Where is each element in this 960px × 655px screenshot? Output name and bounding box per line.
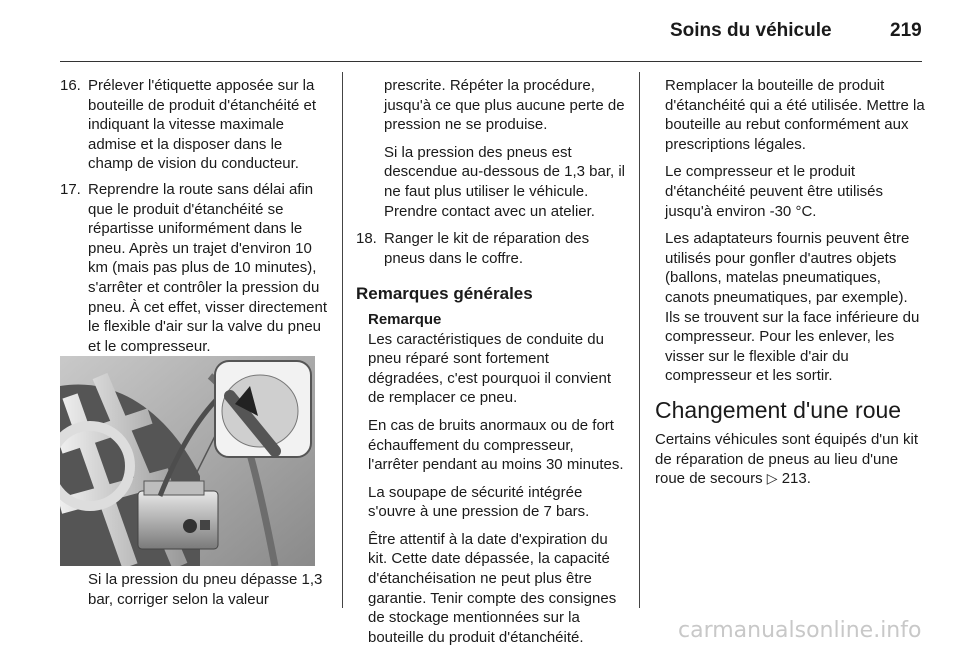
- paragraph: Remplacer la bouteille de produit d'étanchéité qui a été utilisée. Mettre la bouteille au rebut conformément aux prescriptions légales.: [665, 77, 925, 153]
- remark-paragraph: Les caractéristiques de conduite du pneu réparé sont fortement dégradées, c'est pourquoi il convient de remplacer ce pneu.: [368, 330, 612, 407]
- header-divider: [60, 61, 922, 62]
- list-text: Reprendre la route sans délai afin que le produit d'étanchéité se répartisse uniformément dans le pneu. Après un trajet d'environ 10 km (mais pas plus de 10 minutes), s'arrêter et contrôler la pression du pneu. À cet effet, visser directement le flexible d'air sur la valve du pneu et le compresseur.: [88, 180, 328, 355]
- paragraph: Si la pression des pneus est descendue au-dessous de 1,3 bar, il ne faut plus utiliser le véhicule. Prendre contact avec un atelier.: [384, 143, 626, 220]
- column-1-continued: [88, 570, 328, 617]
- list-item-16: [60, 76, 330, 174]
- column-divider-2: [639, 72, 640, 608]
- header-title: Soins du véhicule: [670, 20, 832, 41]
- list-item-18: [356, 229, 628, 268]
- cross-reference-icon: ▷: [766, 470, 778, 487]
- list-item-17: [60, 180, 330, 356]
- paragraph: Si la pression du pneu dépasse 1,3 bar, corriger selon la valeur: [88, 571, 323, 608]
- paragraph: Les adaptateurs fournis peuvent être utilisés pour gonfler d'autres objets (ballons, matelas pneumatiques, canots pneumatiques, par exemple). Ils se trouvent sur la face inférieure du compresseur. Pour les enlever, les visser sur le flexible d'air du compresseur et les sortir.: [665, 230, 920, 385]
- list-number: 17.: [60, 180, 81, 198]
- tyre-repair-illustration: [60, 356, 315, 566]
- remark-label: Remarque: [368, 310, 442, 328]
- remark-block: [356, 330, 628, 648]
- column-1: [60, 76, 330, 362]
- section-paragraph: [655, 430, 925, 489]
- list-text: Ranger le kit de réparation des pneus dans le coffre.: [384, 230, 590, 267]
- paragraph: prescrite. Répéter la procédure, jusqu'à ce que plus aucune perte de pression ne se produise.: [384, 77, 625, 134]
- column-3: [655, 76, 925, 497]
- section-text: Certains véhicules sont équipés d'un kit de réparation de pneus au lieu d'une roue de secours: [655, 430, 919, 488]
- remark-paragraph: La soupape de sécurité intégrée s'ouvre à une pression de 7 bars.: [368, 483, 590, 521]
- column-2: [356, 76, 628, 655]
- section-heading: Changement d'une roue: [655, 396, 902, 423]
- list-number: 16.: [60, 77, 81, 94]
- remark-paragraph: Être attentif à la date d'expiration du kit. Cette date dépassée, la capacité d'étanchéisation ne peut plus être garantie. Tenir compte des consignes de stockage mentionnées sur la bouteille du produit d'étanchéité.: [368, 530, 617, 646]
- remark-paragraph: En cas de bruits anormaux ou de fort échauffement du compresseur, l'arrêter pendant au moins 30 minutes.: [368, 416, 624, 474]
- subsection-heading: Remarques générales: [356, 284, 533, 304]
- page-number: 219: [890, 20, 922, 41]
- cross-reference-page[interactable]: 213.: [781, 470, 811, 488]
- compressor-valve-illustration: [60, 356, 315, 566]
- list-number: 18.: [356, 230, 377, 248]
- column-divider-1: [342, 72, 343, 608]
- watermark: carmanualsonline.info: [678, 618, 922, 643]
- list-text: Prélever l'étiquette apposée sur la bouteille de produit d'étanchéité et indiquant la vitesse maximale admise et la disposer dans le champ de vision du conducteur.: [88, 77, 317, 173]
- paragraph: Le compresseur et le produit d'étanchéité peuvent être utilisés jusqu'à environ -30 °C.: [665, 163, 884, 220]
